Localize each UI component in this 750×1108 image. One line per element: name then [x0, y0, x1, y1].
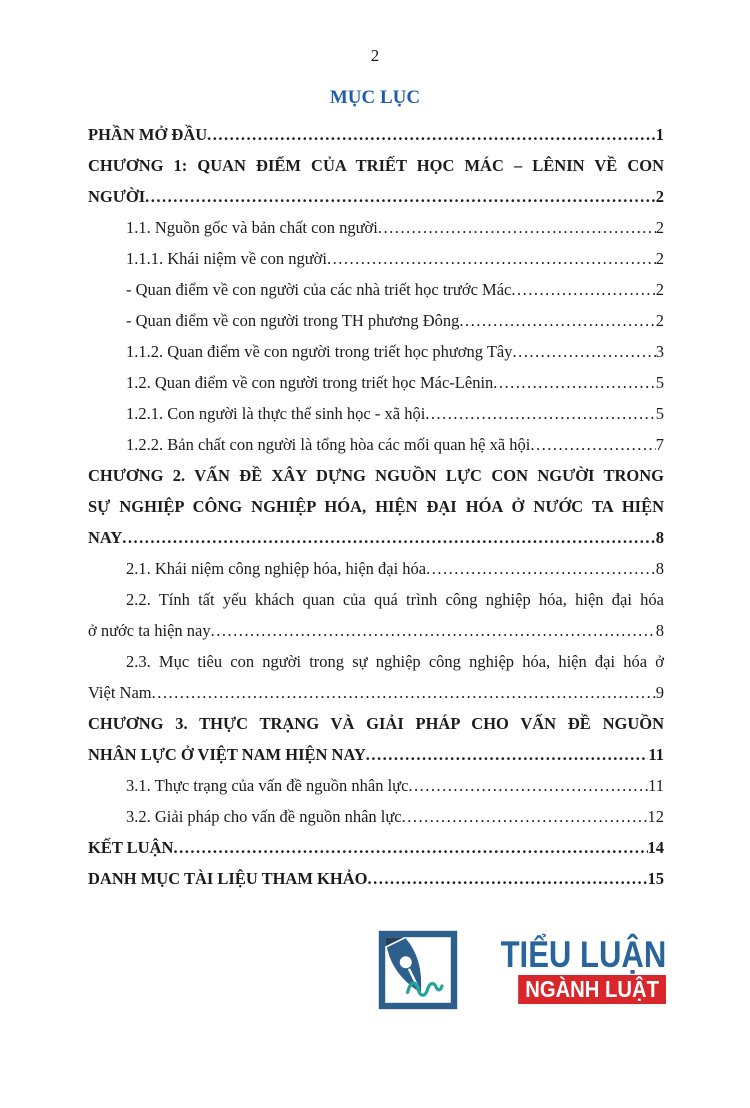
- toc-entry-line: [88, 801, 664, 832]
- toc-entry-text: NAY: [88, 528, 123, 547]
- dot-leader: [327, 243, 656, 274]
- toc-entry-text: 2.2. Tính tất yếu khách quan của quá trình công nghiệp hóa, hiện đại hóa: [126, 590, 664, 609]
- toc-entry-line: [88, 832, 664, 863]
- toc-entry-line: [88, 367, 664, 398]
- toc-entry-line: [88, 398, 664, 429]
- toc-entry-text: ở nước ta hiện nay: [88, 621, 211, 640]
- toc-entry-text: Việt Nam: [88, 683, 152, 702]
- toc-entry-line: [88, 336, 664, 367]
- dot-leader: [511, 274, 655, 305]
- toc-entry-line: [88, 584, 664, 615]
- dot-leader: [367, 863, 647, 894]
- toc-entry-text: 3.2. Giải pháp cho vấn đề nguồn nhân lực: [126, 807, 402, 826]
- toc-entry-text: PHẦN MỞ ĐẦU: [88, 125, 208, 144]
- page-number: 2: [370, 46, 380, 65]
- toc-entry-text: - Quan điểm về con người của các nhà triết học trước Mác: [126, 280, 512, 299]
- fountain-pen-icon: [378, 930, 458, 1010]
- dot-leader: [493, 367, 655, 398]
- toc-entry-text: 3.1. Thực trạng của vấn đề nguồn nhân lực: [126, 776, 409, 795]
- toc-entry-line: [88, 863, 664, 894]
- toc-page-ref: 9: [655, 683, 664, 702]
- toc-entry-text: 1.1. Nguồn gốc và bản chất con người: [126, 218, 378, 237]
- toc-entry-line: [88, 522, 664, 553]
- toc-entry-text: 1.2. Quan điểm về con người trong triết học Mác-Lênin: [126, 373, 494, 392]
- toc-entry-text: CHƯƠNG 3. THỰC TRẠNG VÀ GIẢI PHÁP CHO VẤN ĐỀ NGUỒN: [88, 714, 664, 733]
- logo-text: [469, 934, 666, 1004]
- toc-entry-text: 2.3. Mục tiêu con người trong sự nghiệp công nghiệp hóa, hiện đại hóa ở: [126, 652, 664, 671]
- dot-leader: [145, 181, 656, 212]
- toc-entry-line: [88, 770, 664, 801]
- toc-entry-line: [88, 491, 664, 522]
- toc-page-ref: 11: [648, 745, 664, 764]
- toc-entry-text: NGƯỜI: [88, 187, 146, 206]
- dot-leader: [530, 429, 655, 460]
- toc-entry-line: [88, 305, 664, 336]
- dot-leader: [211, 615, 656, 646]
- toc-entry-text: CHƯƠNG 1: QUAN ĐIỂM CỦA TRIẾT HỌC MÁC – LÊNIN VỀ CON: [88, 156, 664, 175]
- toc-entry-line: [88, 739, 664, 770]
- logo-subtitle-badge: NGÀNH LUẬT: [518, 975, 666, 1004]
- dot-leader: [425, 398, 655, 429]
- toc-title: MỤC LỤC: [329, 87, 421, 108]
- toc-entry-text: - Quan điểm về con người trong TH phương Đông: [126, 311, 460, 330]
- dot-leader: [513, 336, 656, 367]
- toc-entry-text: SỰ NGHIỆP CÔNG NGHIỆP HÓA, HIỆN ĐẠI HÓA Ở NƯỚC TA HIỆN: [88, 497, 664, 516]
- toc-list: [88, 119, 664, 894]
- document-page: [0, 46, 750, 1002]
- toc-page-ref: 5: [655, 404, 664, 423]
- toc-entry-line: [88, 677, 664, 708]
- dot-leader: [426, 553, 656, 584]
- toc-entry-text: 1.1.2. Quan điểm về con người trong triết học phương Tây: [126, 342, 513, 361]
- toc-entry-text: CHƯƠNG 2. VẤN ĐỀ XÂY DỰNG NGUỒN LỰC CON NGƯỜI TRONG: [88, 466, 664, 485]
- toc-entry-line: [88, 243, 664, 274]
- toc-entry-line: [88, 274, 664, 305]
- toc-page-ref: 7: [655, 435, 664, 454]
- logo: [378, 930, 666, 1010]
- dot-leader: [152, 677, 656, 708]
- dot-leader: [366, 739, 649, 770]
- toc-entry-line: [88, 150, 664, 181]
- toc-entry-line: [88, 553, 664, 584]
- dot-leader: [173, 832, 647, 863]
- toc-entry-line: [88, 181, 664, 212]
- toc-entry-line: [88, 429, 664, 460]
- logo-title: TIỂU LUẬN: [500, 934, 666, 975]
- toc-entry-line: [88, 119, 664, 150]
- toc-page-ref: 8: [655, 559, 664, 578]
- toc-entry-text: 1.2.2. Bản chất con người là tổng hòa các mối quan hệ xã hội: [126, 435, 531, 454]
- toc-entry-line: [88, 708, 664, 739]
- toc-page-ref: 8: [655, 621, 664, 640]
- toc-page-ref: 3: [655, 342, 664, 361]
- dot-leader: [402, 801, 648, 832]
- toc-page-ref: 2: [655, 249, 664, 268]
- toc-page-ref: 2: [655, 218, 664, 237]
- toc-entry-text: 2.1. Khái niệm công nghiệp hóa, hiện đại hóa: [126, 559, 427, 578]
- dot-leader: [459, 305, 655, 336]
- toc-entry-line: [88, 646, 664, 677]
- toc-entry-line: [88, 460, 664, 491]
- dot-leader: [122, 522, 656, 553]
- toc-page-ref: 8: [655, 528, 664, 547]
- toc-entry-text: KẾT LUẬN: [88, 838, 174, 857]
- toc-entry-text: NHÂN LỰC Ở VIỆT NAM HIỆN NAY: [88, 745, 366, 764]
- toc-page-ref: 5: [655, 373, 664, 392]
- toc-entry-text: 1.1.1. Khái niệm về con người: [126, 249, 327, 268]
- toc-page-ref: 2: [655, 311, 664, 330]
- toc-entry-text: 1.2.1. Con người là thực thể sinh học - xã hội: [126, 404, 426, 423]
- toc-page-ref: 2: [655, 280, 664, 299]
- toc-page-ref: 11: [648, 776, 664, 795]
- toc-page-ref: 14: [647, 838, 664, 857]
- dot-leader: [408, 770, 648, 801]
- toc-page-ref: 2: [655, 187, 664, 206]
- toc-page-ref: 12: [647, 807, 664, 826]
- toc-page-ref: 15: [647, 869, 664, 888]
- dot-leader: [378, 212, 656, 243]
- dot-leader: [207, 119, 656, 150]
- toc-page-ref: 1: [655, 125, 664, 144]
- toc-entry-text: DANH MỤC TÀI LIỆU THAM KHẢO: [88, 869, 368, 888]
- toc-entry-line: [88, 615, 664, 646]
- toc-entry-line: [88, 212, 664, 243]
